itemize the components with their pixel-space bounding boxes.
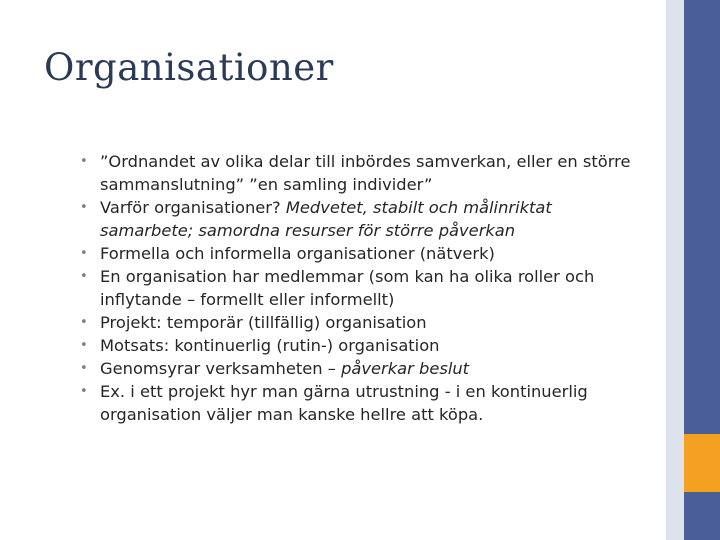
bullet-dot-icon: •	[80, 315, 88, 330]
bullet-text: ”Ordnandet av olika delar till inbördes samverkan, eller en större sammanslutning” ”en samling individer”	[100, 152, 631, 194]
bullet-list	[80, 150, 646, 426]
bullet-text: Genomsyrar verksamheten –	[100, 359, 342, 378]
bullet-item	[80, 242, 646, 265]
side-stripe	[666, 0, 684, 540]
bullet-emphasis: Medvetet, stabilt och målinriktat samarbete; samordna resurser för större påverkan	[100, 198, 552, 240]
bullet-dot-icon: •	[80, 200, 88, 215]
bullet-text: Projekt: temporär (tillfällig) organisation	[100, 313, 427, 332]
bullet-item	[80, 265, 646, 311]
slide-title: Organisationer	[44, 46, 334, 89]
bullet-text: Ex. i ett projekt hyr man gärna utrustning - i en kontinuerlig organisation väljer man kanske hellre att köpa.	[100, 382, 588, 424]
bullet-dot-icon: •	[80, 246, 88, 261]
bullet-text: Varför organisationer?	[100, 198, 286, 217]
bullet-emphasis: påverkar beslut	[341, 359, 470, 378]
bullet-item	[80, 334, 646, 357]
accent-block	[684, 434, 720, 492]
bullet-dot-icon: •	[80, 338, 88, 353]
bullet-dot-icon: •	[80, 154, 88, 169]
bullet-text: Motsats: kontinuerlig (rutin-) organisation	[100, 336, 440, 355]
bullet-item	[80, 311, 646, 334]
bullet-text: En organisation har medlemmar (som kan ha olika roller och inflytande – formellt eller informellt)	[100, 267, 595, 309]
bullet-item	[80, 196, 646, 242]
bullet-dot-icon: •	[80, 269, 88, 284]
bullet-dot-icon: •	[80, 361, 88, 376]
bullet-item	[80, 357, 646, 380]
bullet-item	[80, 150, 646, 196]
bullet-item	[80, 380, 646, 426]
bullet-text: Formella och informella organisationer (nätverk)	[100, 244, 495, 263]
bullet-dot-icon: •	[80, 384, 88, 399]
